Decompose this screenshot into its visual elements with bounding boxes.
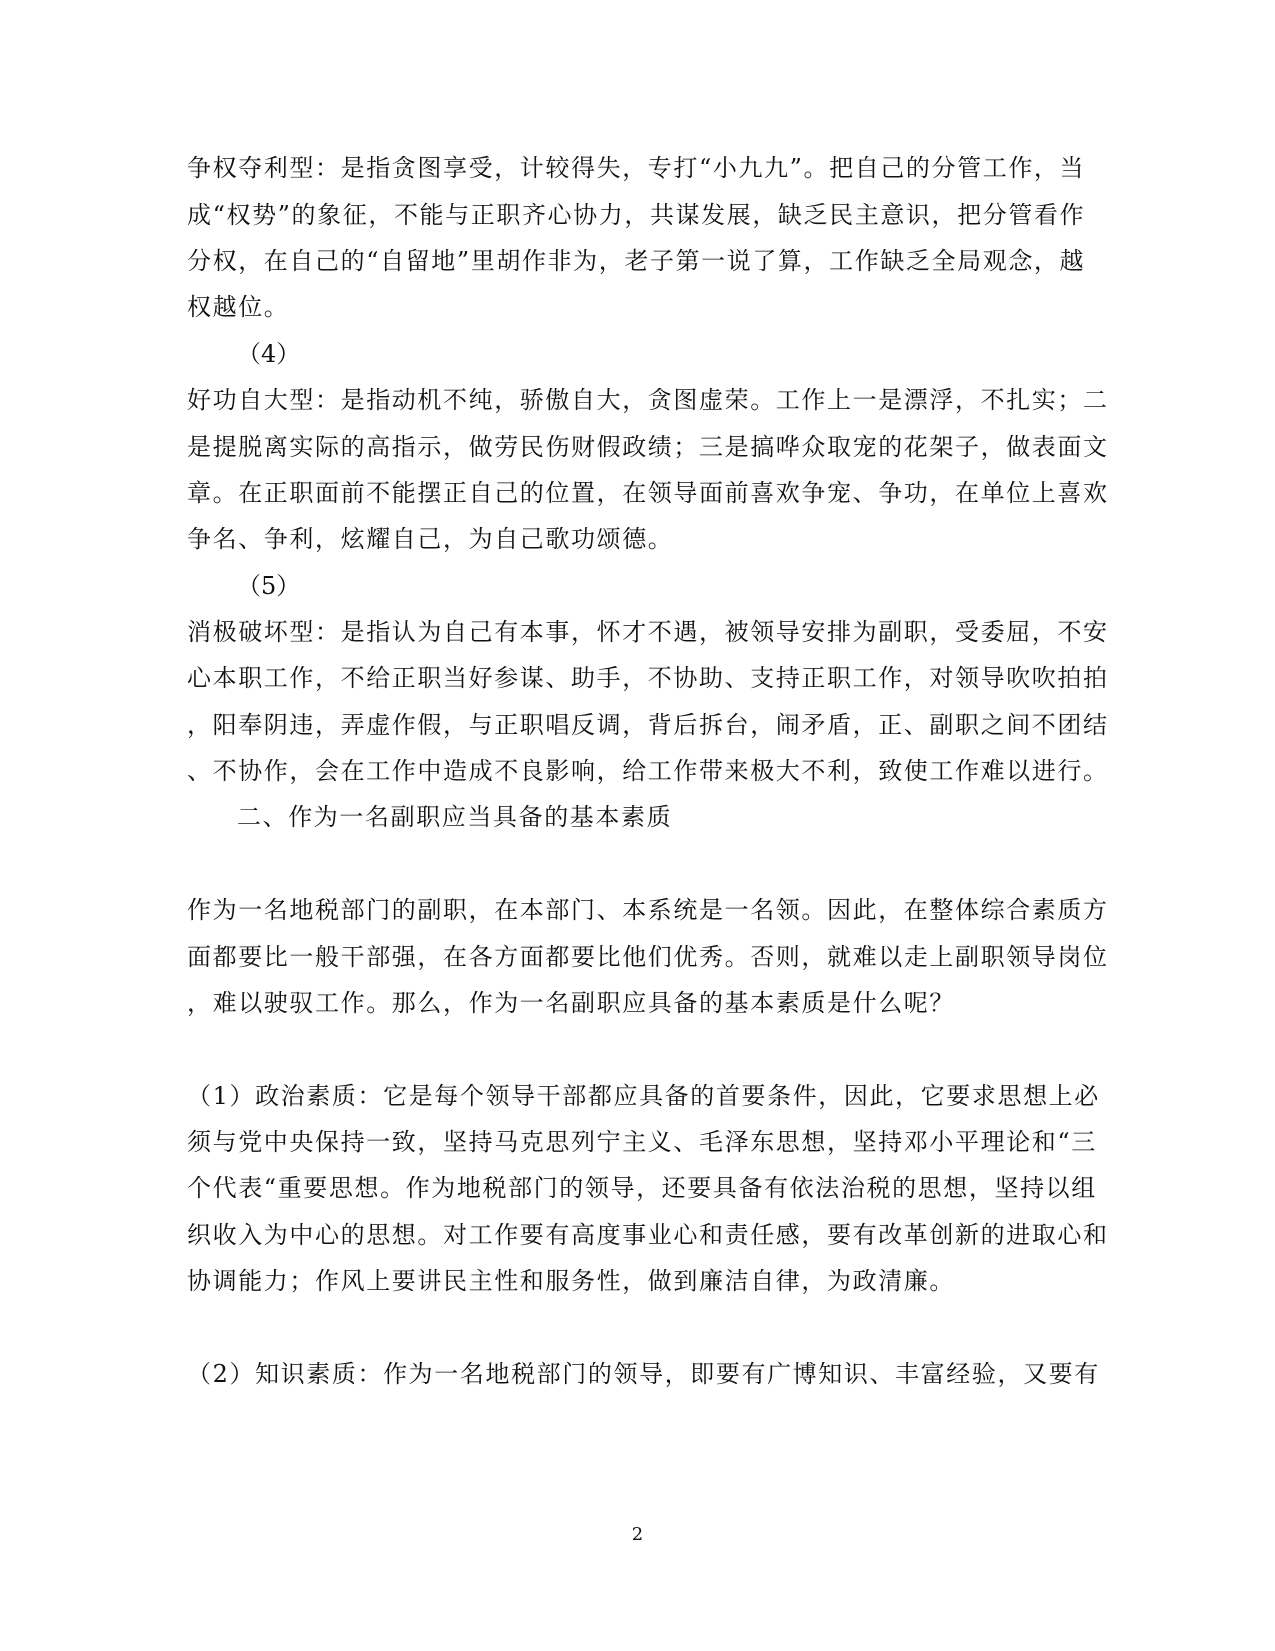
paragraph-line: 好功自大型：是指动机不纯，骄傲自大，贪图虚荣。工作上一是漂浮，不扎实；二 — [187, 386, 1109, 414]
paragraph-line: 个代表“重要思想。作为地税部门的领导，还要具备有依法治税的思想，坚持以组 — [187, 1174, 1097, 1202]
paragraph-line: 织收入为中心的思想。对工作要有高度事业心和责任感，要有改革创新的进取心和 — [187, 1221, 1109, 1249]
paragraph-line: 章。在正职面前不能摆正自己的位置，在领导面前喜欢争宠、争功，在单位上喜欢 — [187, 479, 1109, 507]
paragraph-line: 协调能力；作风上要讲民主性和服务性，做到廉洁自律，为政清廉。 — [187, 1267, 955, 1295]
paragraph-line: 争权夺利型：是指贪图享受，计较得失，专打“小九九”。把自己的分管工作，当 — [187, 154, 1086, 182]
paragraph-line: 面都要比一般干部强，在各方面都要比他们优秀。否则，就难以走上副职领导岗位 — [187, 943, 1109, 971]
paragraph-line: 消极破坏型：是指认为自己有本事，怀才不遇，被领导安排为副职，受委屈，不安 — [187, 618, 1109, 646]
paragraph-line: 成“权势”的象征，不能与正职齐心协力，共谋发展，缺乏民主意识，把分管看作 — [187, 201, 1086, 229]
paragraph-line: 作为一名地税部门的副职，在本部门、本系统是一名领。因此，在整体综合素质方 — [187, 896, 1109, 924]
paragraph-line: 须与党中央保持一致，坚持马克思列宁主义、毛泽东思想，坚持邓小平理论和“三 — [187, 1128, 1097, 1156]
list-marker: （5） — [237, 572, 301, 600]
paragraph-line: 分权，在自己的“自留地”里胡作非为，老子第一说了算，工作缺乏全局观念，越 — [187, 247, 1086, 275]
paragraph-line: 心本职工作，不给正职当好参谋、助手，不协助、支持正职工作，对领导吹吹拍拍 — [187, 664, 1109, 692]
paragraph-line: （2）知识素质：作为一名地税部门的领导，即要有广博知识、丰富经验，又要有 — [187, 1360, 1100, 1388]
paragraph-line: （1）政治素质：它是每个领导干部都应具备的首要条件，因此，它要求思想上必 — [187, 1082, 1100, 1110]
page-number: 2 — [631, 1524, 644, 1545]
paragraph-line: ，阳奉阴违，弄虚作假，与正职唱反调，背后拆台，闹矛盾，正、副职之间不团结 — [187, 711, 1109, 739]
paragraph-line: 是提脱离实际的高指示，做劳民伤财假政绩；三是搞哗众取宠的花架子，做表面文 — [187, 433, 1109, 461]
paragraph-line: 、不协作，会在工作中造成不良影响，给工作带来极大不利，致使工作难以进行。 — [187, 757, 1109, 785]
paragraph-line: ，难以驶驭工作。那么，作为一名副职应具备的基本素质是什么呢？ — [187, 989, 955, 1017]
section-heading: 二、作为一名副职应当具备的基本素质 — [237, 803, 673, 831]
list-marker: （4） — [237, 340, 301, 368]
paragraph-line: 权越位。 — [187, 293, 290, 321]
paragraph-line: 争名、争利，炫耀自己，为自己歌功颂德。 — [187, 525, 674, 553]
